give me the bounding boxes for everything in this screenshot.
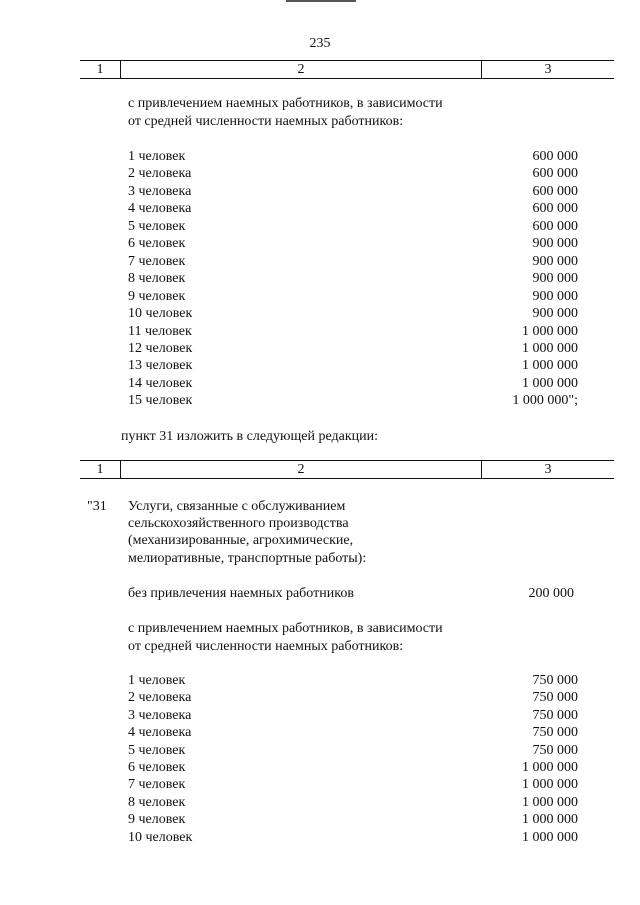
table-row <box>128 392 578 409</box>
row-value: 1 000 000 <box>522 358 578 374</box>
table-row <box>128 270 578 287</box>
table-row <box>128 218 578 235</box>
table-row <box>128 689 578 706</box>
table-row <box>128 148 578 165</box>
no-workers-value: 200 000 <box>528 586 574 601</box>
table-row <box>128 776 578 793</box>
table-row <box>128 323 578 340</box>
table-row <box>128 253 578 270</box>
table-row <box>128 707 578 724</box>
row-value: 600 000 <box>532 149 578 164</box>
row-value: 750 000 <box>532 673 578 688</box>
table-row <box>128 288 578 305</box>
row-label: 1 человек <box>128 673 186 688</box>
header-col-1: 1 <box>96 62 104 77</box>
table-row <box>128 340 578 357</box>
header-col-1: 1 <box>96 462 104 477</box>
row-value: 1 000 000 <box>522 812 578 828</box>
row-value: 1 000 000 <box>522 777 578 793</box>
item-title-line1: Услуги, связанные с обслуживанием <box>128 499 346 514</box>
item-title-line3: (механизированные, агрохимические, <box>128 533 354 548</box>
table-row <box>128 794 578 811</box>
section1-intro-line2: от средней численности наемных работников: <box>128 114 404 129</box>
row-label: 5 человек <box>128 742 186 758</box>
row-label: 13 человек <box>128 358 193 374</box>
table-row <box>128 200 578 217</box>
row-label: 9 человек <box>128 288 186 304</box>
row-value: 600 000 <box>532 183 578 199</box>
table-row <box>128 829 578 846</box>
section2-intro-line1: с привлечением наемных работников, в зависимости <box>128 621 443 636</box>
row-value: 900 000 <box>532 288 578 304</box>
row-label: 5 человек <box>128 218 186 234</box>
row-label: 2 человека <box>128 690 192 706</box>
item-number: "31 <box>87 499 107 514</box>
table-row <box>128 305 578 322</box>
table-row <box>128 183 578 200</box>
row-value: 1 000 000 <box>522 340 578 356</box>
table-header-1 <box>80 60 614 79</box>
row-label: 8 человек <box>128 794 186 810</box>
row-value: 1 000 000 <box>522 323 578 339</box>
instruction-text: пункт 31 изложить в следующей редакции: <box>121 429 378 444</box>
row-label: 3 человека <box>128 707 192 723</box>
header-col-2: 2 <box>297 462 305 477</box>
table-row <box>128 165 578 182</box>
row-value: 1 000 000"; <box>512 393 578 409</box>
row-label: 10 человек <box>128 306 193 322</box>
row-label: 9 человек <box>128 812 186 828</box>
row-value: 900 000 <box>532 306 578 322</box>
header-col-2: 2 <box>297 62 305 77</box>
table-row <box>128 742 578 759</box>
row-label: 8 человек <box>128 271 186 287</box>
row-value: 750 000 <box>532 725 578 741</box>
row-label: 4 человека <box>128 725 192 741</box>
row-label: 6 человек <box>128 236 186 252</box>
header-col-3: 3 <box>544 62 552 77</box>
row-label: 12 человек <box>128 340 193 356</box>
section2-intro-line2: от средней численности наемных работников: <box>128 639 404 654</box>
row-label: 2 человека <box>128 166 192 182</box>
page-number: 235 <box>309 36 331 51</box>
row-value: 900 000 <box>532 253 578 269</box>
table-header-2 <box>80 460 614 479</box>
row-label: 3 человека <box>128 183 192 199</box>
row-value: 1 000 000 <box>522 375 578 391</box>
row-value: 750 000 <box>532 742 578 758</box>
row-value: 900 000 <box>532 271 578 287</box>
row-value: 750 000 <box>532 707 578 723</box>
row-label: 7 человек <box>128 777 186 793</box>
row-value: 750 000 <box>532 690 578 706</box>
row-value: 600 000 <box>532 218 578 234</box>
section1-intro-line1: с привлечением наемных работников, в зависимости <box>128 96 443 111</box>
row-label: 10 человек <box>128 829 193 845</box>
row-label: 11 человек <box>128 323 192 339</box>
row-label: 14 человек <box>128 375 193 391</box>
row-value: 1 000 000 <box>522 794 578 810</box>
row-value: 1 000 000 <box>522 829 578 845</box>
table-row <box>128 357 578 374</box>
table-row <box>128 759 578 776</box>
item-title-line2: сельскохозяйственного производства <box>128 516 349 531</box>
table-row <box>128 811 578 828</box>
item-title-line4: мелиоративные, транспортные работы): <box>128 551 367 566</box>
no-workers-row <box>128 585 574 602</box>
table-row <box>128 672 578 689</box>
no-workers-label: без привлечения наемных работников <box>128 586 354 601</box>
header-col-3: 3 <box>544 462 552 477</box>
row-label: 4 человека <box>128 201 192 217</box>
row-label: 6 человек <box>128 760 186 775</box>
row-label: 15 человек <box>128 393 193 409</box>
row-value: 900 000 <box>532 236 578 252</box>
row-label: 7 человек <box>128 253 186 269</box>
scan-top-mark <box>286 0 356 2</box>
row-value: 600 000 <box>532 201 578 217</box>
row-label: 1 человек <box>128 149 186 164</box>
row-value: 1 000 000 <box>522 760 578 775</box>
row-value: 600 000 <box>532 166 578 182</box>
table-row <box>128 375 578 392</box>
table-row <box>128 235 578 252</box>
table-row <box>128 724 578 741</box>
